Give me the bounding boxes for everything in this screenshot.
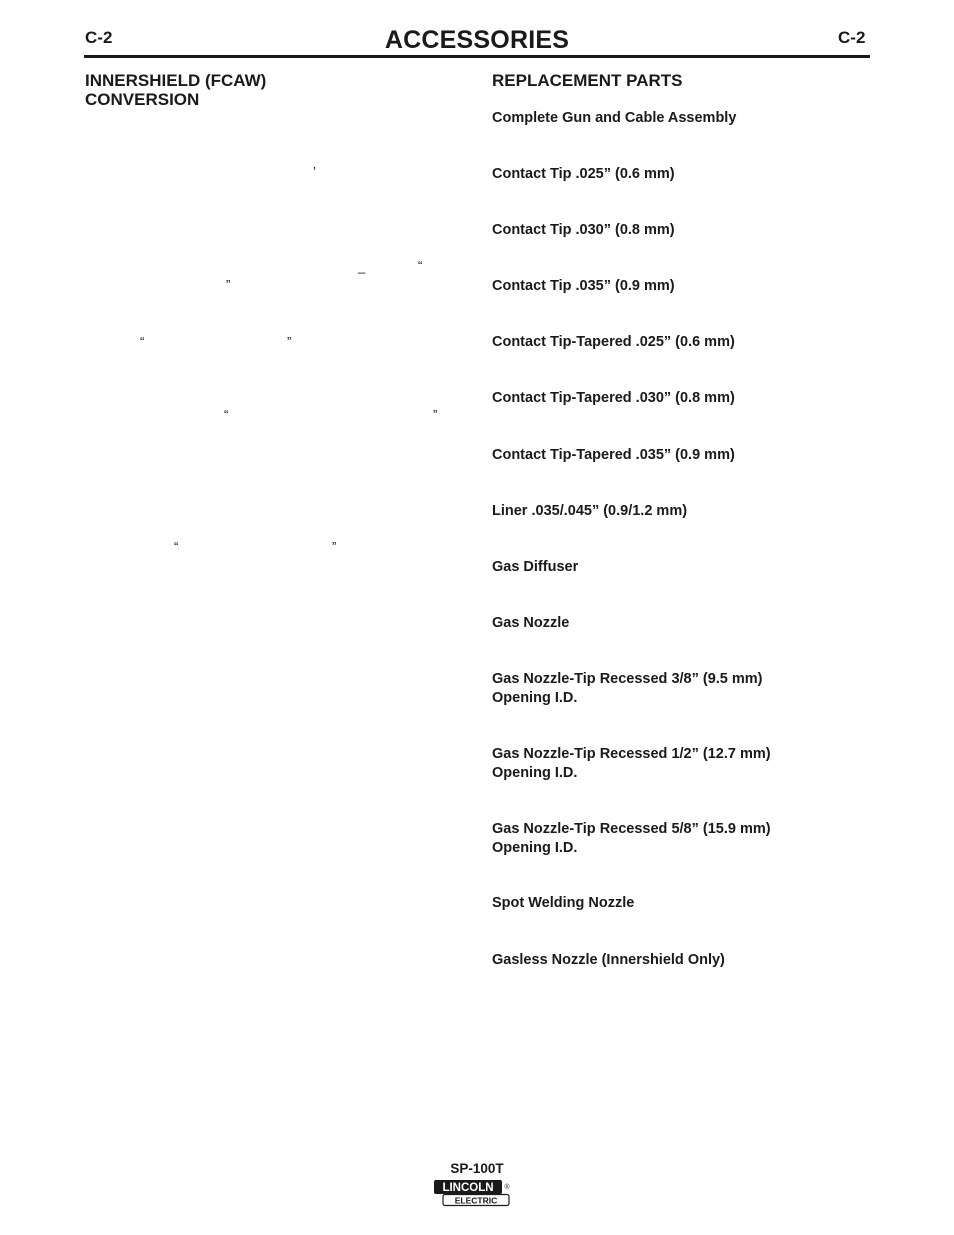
stray-mark: ”	[287, 334, 292, 349]
part-name-continued: Opening I.D.	[492, 690, 578, 706]
model-number: SP-100T	[450, 1161, 504, 1176]
part-item	[492, 333, 832, 352]
part-name: Gas Nozzle-Tip Recessed 3/8” (9.5 mm)	[492, 671, 763, 687]
stray-mark: ”	[433, 407, 438, 422]
part-item	[492, 745, 832, 783]
part-name: Gas Nozzle-Tip Recessed 1/2” (12.7 mm)	[492, 746, 771, 762]
innershield-conversion-heading	[85, 71, 266, 109]
stray-mark: _	[358, 259, 366, 274]
part-item	[492, 502, 832, 521]
part-name: Gasless Nozzle (Innershield Only)	[492, 952, 725, 968]
part-item	[492, 165, 832, 184]
part-item	[492, 820, 832, 858]
part-name: Complete Gun and Cable Assembly	[492, 110, 737, 126]
part-name: Contact Tip-Tapered .035” (0.9 mm)	[492, 447, 735, 463]
part-item	[492, 221, 832, 240]
logo-electric-text: ELECTRIC	[454, 1195, 498, 1206]
lincoln-electric-logo	[433, 1179, 513, 1207]
page-title: ACCESSORIES	[384, 26, 570, 54]
part-item	[492, 389, 832, 408]
stray-mark: ”	[226, 277, 231, 292]
part-item	[492, 670, 832, 708]
part-name: Contact Tip-Tapered .025” (0.6 mm)	[492, 334, 735, 350]
heading-line: CONVERSION	[85, 90, 200, 109]
part-name: Gas Nozzle-Tip Recessed 5/8” (15.9 mm)	[492, 821, 771, 837]
part-name: Gas Diffuser	[492, 559, 579, 575]
stray-mark: “	[140, 334, 145, 349]
stray-mark: “	[174, 539, 179, 554]
part-item	[492, 558, 832, 577]
page-code-left: C-2	[85, 28, 113, 47]
part-name: Contact Tip .025” (0.6 mm)	[492, 166, 675, 182]
part-item	[492, 109, 832, 128]
logo-lincoln-text: LINCOLN	[442, 1182, 494, 1194]
stray-mark: ’	[313, 164, 316, 179]
replacement-parts-heading: REPLACEMENT PARTS	[492, 71, 683, 90]
registered-mark: ®	[504, 1184, 510, 1191]
part-name: Contact Tip .035” (0.9 mm)	[492, 278, 675, 294]
part-item	[492, 277, 832, 296]
part-name: Gas Nozzle	[492, 615, 570, 631]
heading-line: INNERSHIELD (FCAW)	[85, 71, 267, 90]
part-name-continued: Opening I.D.	[492, 765, 578, 781]
part-item	[492, 951, 832, 970]
part-name: Spot Welding Nozzle	[492, 895, 635, 911]
part-item	[492, 446, 832, 465]
page-code-right: C-2	[838, 28, 866, 47]
part-item	[492, 614, 832, 633]
part-name: Contact Tip .030” (0.8 mm)	[492, 222, 675, 238]
stray-mark: ”	[332, 539, 337, 554]
stray-mark: “	[418, 258, 423, 273]
stray-mark: “	[224, 407, 229, 422]
header-divider	[84, 55, 870, 58]
part-name-continued: Opening I.D.	[492, 840, 578, 856]
part-name: Liner .035/.045” (0.9/1.2 mm)	[492, 503, 688, 519]
part-name: Contact Tip-Tapered .030” (0.8 mm)	[492, 390, 735, 406]
part-item	[492, 894, 832, 913]
